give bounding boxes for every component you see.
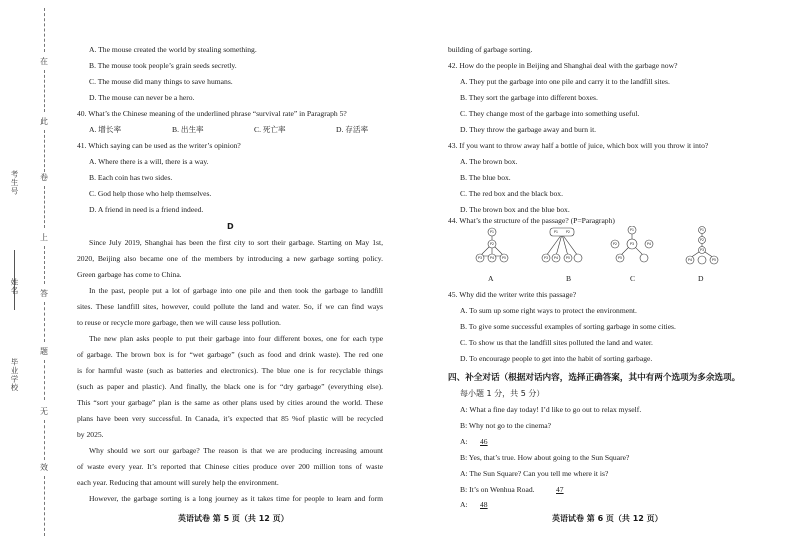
- q43-option-d: D. The brown box and the blue box.: [460, 205, 570, 214]
- section4-title: 四、补全对话（根据对话内容，选择正确答案，其中有两个选项为多余选项。: [448, 373, 741, 383]
- q42-option-b: B. They sort the garbage into different boxes.: [460, 93, 598, 102]
- passage-line: by 2025.: [77, 430, 104, 439]
- structure-node-label: P3: [477, 256, 483, 261]
- q40-option-c: C. 死亡率: [254, 125, 286, 134]
- q40-option-b: B. 出生率: [172, 125, 204, 134]
- passage-line: is for harmful waste (such as batteries and electronics). The blue one is for recyclable things: [77, 366, 383, 375]
- passage-line: of garbage. The brown box is for “wet garbage” (such as food and drink waste). The red one: [77, 350, 383, 359]
- q42-stem: 42. How do the people in Beijing and Shanghai deal with the garbage now?: [448, 61, 678, 70]
- passage-line: each year. Reducing that amount will surely help the environment.: [77, 478, 279, 487]
- structure-node-label: P2: [699, 238, 705, 243]
- passage-line: building of garbage sorting.: [448, 45, 533, 54]
- q41-option-c: C. God help those who help themselves.: [89, 189, 212, 198]
- left-page-footer: 英语试卷 第 5 页（共 12 页）: [178, 514, 289, 523]
- passage-line: 2020, Beijing also became one of the members by introducing a new garbage sorting policy.: [77, 254, 383, 263]
- dialogue-line: A:: [460, 437, 468, 446]
- passage-line: Why should we sort our garbage? The reason is that we are producing increasing amount: [89, 446, 383, 455]
- q44-label-a: A: [488, 274, 494, 283]
- dialogue-line: A: The Sun Square? Can you tell me where it is?: [460, 469, 609, 478]
- passage-line: (such as paper and plastic). And finally, the black one is for “dry garbage” (everything else).: [77, 382, 383, 391]
- structure-node-label: P5: [501, 256, 507, 261]
- q42-option-a: A. They put the garbage into one pile and carry it to the landfill sites.: [460, 77, 670, 86]
- binding-dash-line: [44, 186, 45, 228]
- structure-node-label: P1: [629, 228, 635, 233]
- structure-node-label: P5: [617, 256, 623, 261]
- q41-option-b: B. Each coin has two sides.: [89, 173, 173, 182]
- margin-marker: 在: [40, 57, 48, 66]
- structure-node-label: P4: [687, 258, 693, 263]
- structure-node-label: P3: [699, 248, 705, 253]
- passage-line: of waste every year. It’s reported that Chinese cities produce over 200 million tons of waste: [77, 462, 383, 471]
- passage-line: to reuse or recycle more garbage, then we will cause less pollution.: [77, 318, 281, 327]
- structure-node-label: P3: [629, 242, 635, 247]
- q41-option-a: A. Where there is a will, there is a way.: [89, 157, 209, 166]
- structure-node-label: P5: [565, 256, 571, 261]
- structure-node-label: P3: [543, 256, 549, 261]
- q45-option-a: A. To sum up some right ways to protect the environment.: [460, 306, 637, 315]
- passage-d-heading: D: [227, 222, 234, 231]
- q45-option-d: D. To encourage people to get into the habit of sorting garbage.: [460, 354, 653, 363]
- section4-subtitle: 每小题 1 分，共 5 分）: [460, 389, 545, 398]
- q45-option-c: C. To show us that the landfill sites polluted the land and water.: [460, 338, 653, 347]
- passage-line: Since July 2019, Shanghai has been the first city to sort their garbage. Starting on May 1st,: [89, 238, 383, 247]
- binding-dash-line: [44, 302, 45, 342]
- passage-line: Green garbage has come to China.: [77, 270, 182, 279]
- dialogue-line: B: It’s on Wenhua Road.: [460, 485, 535, 494]
- q40-option-a: A. 增长率: [89, 125, 122, 134]
- passage-line: In the past, people put a lot of garbage into one pile and then took the garbage to landfill: [89, 286, 383, 295]
- structure-node-label: P1: [699, 228, 705, 233]
- q43-option-c: C. The red box and the black box.: [460, 189, 563, 198]
- dialogue-line: B: Why not go to the cinema?: [460, 421, 551, 430]
- structure-node-label: P2: [565, 230, 571, 235]
- dialogue-line: A: What a fine day today! I’d like to go out to relax myself.: [460, 405, 642, 414]
- passage-line: sites. These landfill sites, however, could pollute the land and water. So, if we can find ways: [77, 302, 383, 311]
- binding-dash-line: [44, 476, 45, 536]
- binding-dash-line: [44, 420, 45, 460]
- q39-option-b: B. The mouse took people’s grain seeds secretly.: [89, 61, 237, 70]
- q44-stem: 44. What’s the structure of the passage? (P=Paragraph): [448, 216, 615, 225]
- structure-node-label: P4: [646, 242, 652, 247]
- dialogue-line: A:: [460, 500, 468, 509]
- q43-option-b: B. The blue box.: [460, 173, 511, 182]
- structure-node-label: P2: [612, 242, 618, 247]
- q42-option-d: D. They throw the garbage away and burn it.: [460, 125, 597, 134]
- structure-node-label: P1: [489, 230, 495, 235]
- structure-node-label: P2: [489, 242, 495, 247]
- margin-marker: 上: [40, 233, 48, 242]
- q44-structure-diagrams: [470, 226, 740, 274]
- passage-line: However, the garbage sorting is a long journey as it takes time for people to learn and form: [89, 494, 383, 503]
- q40-option-d: D. 存活率: [336, 125, 369, 134]
- q41-stem: 41. Which saying can be used as the writer’s opinion?: [77, 141, 241, 150]
- q44-label-b: B: [566, 274, 572, 283]
- margin-marker: 题: [40, 347, 48, 356]
- q42-option-c: C. They change most of the garbage into something useful.: [460, 109, 640, 118]
- q44-label-c: C: [630, 274, 636, 283]
- q44-label-d: D: [698, 274, 704, 283]
- blank-47[interactable]: 47: [556, 485, 564, 494]
- school-label: 毕业学校: [10, 358, 19, 392]
- q39-option-d: D. The mouse can never be a hero.: [89, 93, 195, 102]
- blank-46[interactable]: 46: [480, 437, 488, 446]
- margin-marker: 答: [40, 289, 48, 298]
- passage-line: The new plan asks people to put their garbage into four different boxes, one for each type: [89, 334, 383, 343]
- binding-dash-line: [44, 130, 45, 172]
- examinee-number-label: 考生号: [10, 170, 19, 196]
- right-page-footer: 英语试卷 第 6 页（共 12 页）: [552, 514, 663, 523]
- margin-marker: 此: [40, 117, 48, 126]
- binding-dash-line: [44, 8, 45, 52]
- q41-option-d: D. A friend in need is a friend indeed.: [89, 205, 204, 214]
- binding-dash-line: [44, 360, 45, 400]
- structure-node-label: P4: [489, 256, 495, 261]
- margin-marker: 无: [40, 407, 48, 416]
- name-label: 姓名: [10, 278, 19, 295]
- structure-node-label: P1: [553, 230, 559, 235]
- q45-option-b: B. To give some successful examples of sorting garbage in some cities.: [460, 322, 676, 331]
- q43-option-a: A. The brown box.: [460, 157, 518, 166]
- blank-48[interactable]: 48: [480, 500, 488, 509]
- q39-option-a: A. The mouse created the world by stealing something.: [89, 45, 257, 54]
- binding-dash-line: [44, 246, 45, 284]
- q40-stem: 40. What’s the Chinese meaning of the underlined phrase “survival rate” in Paragraph 5?: [77, 109, 347, 118]
- margin-marker: 效: [40, 463, 48, 472]
- q45-stem: 45. Why did the writer write this passage?: [448, 290, 577, 299]
- margin-marker: 卷: [40, 173, 48, 182]
- structure-node-label: P4: [553, 256, 559, 261]
- structure-node-label: P5: [711, 258, 717, 263]
- passage-line: plans have been very successful. In Canada, it’s expected that 85 %of plastic will be recycled: [77, 414, 383, 423]
- q39-option-c: C. The mouse did many things to save humans.: [89, 77, 233, 86]
- binding-dash-line: [44, 70, 45, 112]
- q43-stem: 43. If you want to throw away half a bottle of juice, which box will you throw it into?: [448, 141, 709, 150]
- passage-line: This “sort your garbage” plan is the same as other plans used by cities around the world. These: [77, 398, 383, 407]
- dialogue-line: B: Yes, that’s true. How about going to the Sun Square?: [460, 453, 630, 462]
